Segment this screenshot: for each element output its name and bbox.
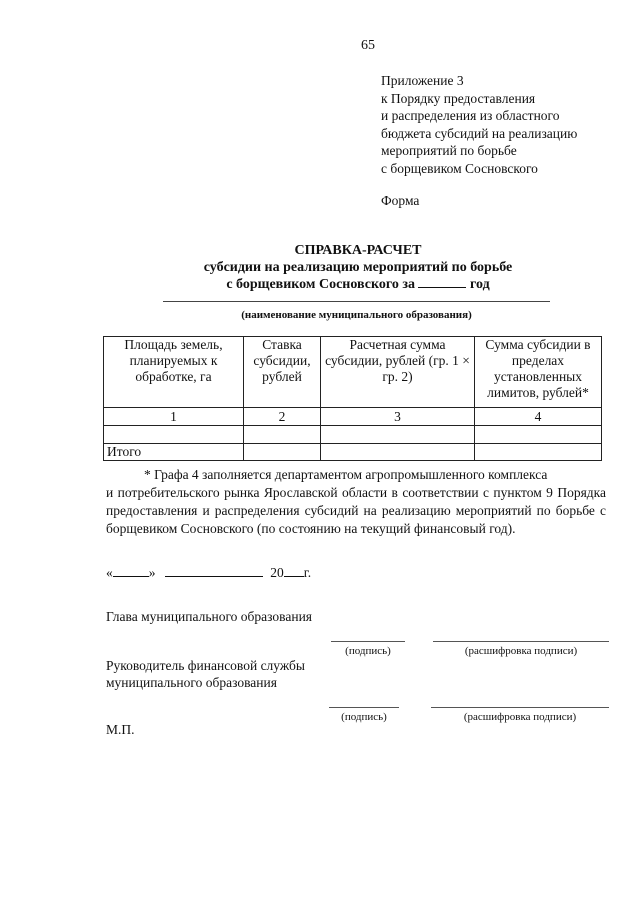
page-number: 65 xyxy=(361,38,375,53)
century-text: 20 xyxy=(270,565,284,580)
subtitle-suffix: год xyxy=(469,277,490,292)
footnote-rest: и потребительского рынка Ярославской области в соответствии с пунктом 9 Порядка предоставления и распределения субсидий на реализацию мероприятий по борьбе с борщевиком Сосновского (по состоянию на текущий финансовый год). xyxy=(106,485,606,536)
table-cell[interactable] xyxy=(244,444,321,461)
form-label: Форма xyxy=(381,193,420,208)
year-suffix: г. xyxy=(303,565,312,580)
head-signature-line[interactable] xyxy=(331,641,405,642)
finance-decoding-line[interactable] xyxy=(431,707,609,708)
footnote xyxy=(106,466,606,538)
month-blank-field[interactable] xyxy=(165,565,263,577)
column-number: 2 xyxy=(244,408,321,426)
header-limited-sum: Сумма субсидии в пределах установленных лимитов, рублей* xyxy=(475,337,602,408)
signature-caption: (подпись) xyxy=(345,645,391,657)
decoding-caption: (расшифровка подписи) xyxy=(463,711,577,723)
finance-head-label: Руководитель финансовой службы муниципального образования xyxy=(106,658,305,690)
table-header-row xyxy=(104,337,602,408)
column-number-row xyxy=(104,408,602,426)
appendix-line: мероприятий по борьбе xyxy=(381,143,517,158)
subtitle-prefix: с борщевиком Сосновского за xyxy=(226,277,415,292)
total-label: Итого xyxy=(104,444,244,461)
header-area: Площадь земель, планируемых к обработке, га xyxy=(104,337,244,408)
date-line xyxy=(106,565,311,581)
appendix-line: к Порядку предоставления xyxy=(381,90,536,106)
appendix-block xyxy=(381,72,621,177)
column-number: 3 xyxy=(321,408,475,426)
head-decoding-line[interactable] xyxy=(433,641,609,642)
appendix-line: бюджета субсидий на реализацию xyxy=(381,125,578,141)
day-blank-field[interactable] xyxy=(113,565,149,577)
signature-caption: (подпись) xyxy=(341,711,387,723)
column-number: 1 xyxy=(104,408,244,426)
year-blank-field[interactable] xyxy=(284,565,304,577)
decoding-caption: (расшифровка подписи) xyxy=(464,645,578,657)
finance-signature-line[interactable] xyxy=(329,707,399,708)
year-blank-field[interactable] xyxy=(418,276,466,288)
open-quote: « xyxy=(106,565,113,580)
document-subtitle-line2 xyxy=(0,276,640,293)
table-cell[interactable] xyxy=(104,426,244,444)
seal-label: М.П. xyxy=(106,722,135,737)
table-cell[interactable] xyxy=(475,426,602,444)
appendix-line: Приложение 3 xyxy=(381,73,464,88)
head-of-municipality-label: Глава муниципального образования xyxy=(106,609,313,624)
table-cell[interactable] xyxy=(321,444,475,461)
footnote-first-line: * Графа 4 заполняется департаментом агропромышленного комплекса xyxy=(144,467,548,482)
municipality-name-line[interactable] xyxy=(163,301,550,302)
document-subtitle-line1: субсидии на реализацию мероприятий по борьбе xyxy=(203,260,513,275)
appendix-line: и распределения из областного xyxy=(381,108,560,123)
table-row xyxy=(104,426,602,444)
table-cell[interactable] xyxy=(244,426,321,444)
header-calculated-sum: Расчетная сумма субсидии, рублей (гр. 1 × гр. 2) xyxy=(321,337,475,408)
appendix-line: с борщевиком Сосновского xyxy=(381,160,538,176)
column-number: 4 xyxy=(475,408,602,426)
calculation-table xyxy=(103,336,602,461)
total-row xyxy=(104,444,602,461)
municipality-caption: (наименование муниципального образования) xyxy=(241,309,472,321)
header-rate: Ставка субсидии, рублей xyxy=(244,337,321,408)
table-cell[interactable] xyxy=(321,426,475,444)
table-cell[interactable] xyxy=(475,444,602,461)
close-quote: » xyxy=(148,565,156,580)
document-title: СПРАВКА-РАСЧЕТ xyxy=(294,243,422,258)
